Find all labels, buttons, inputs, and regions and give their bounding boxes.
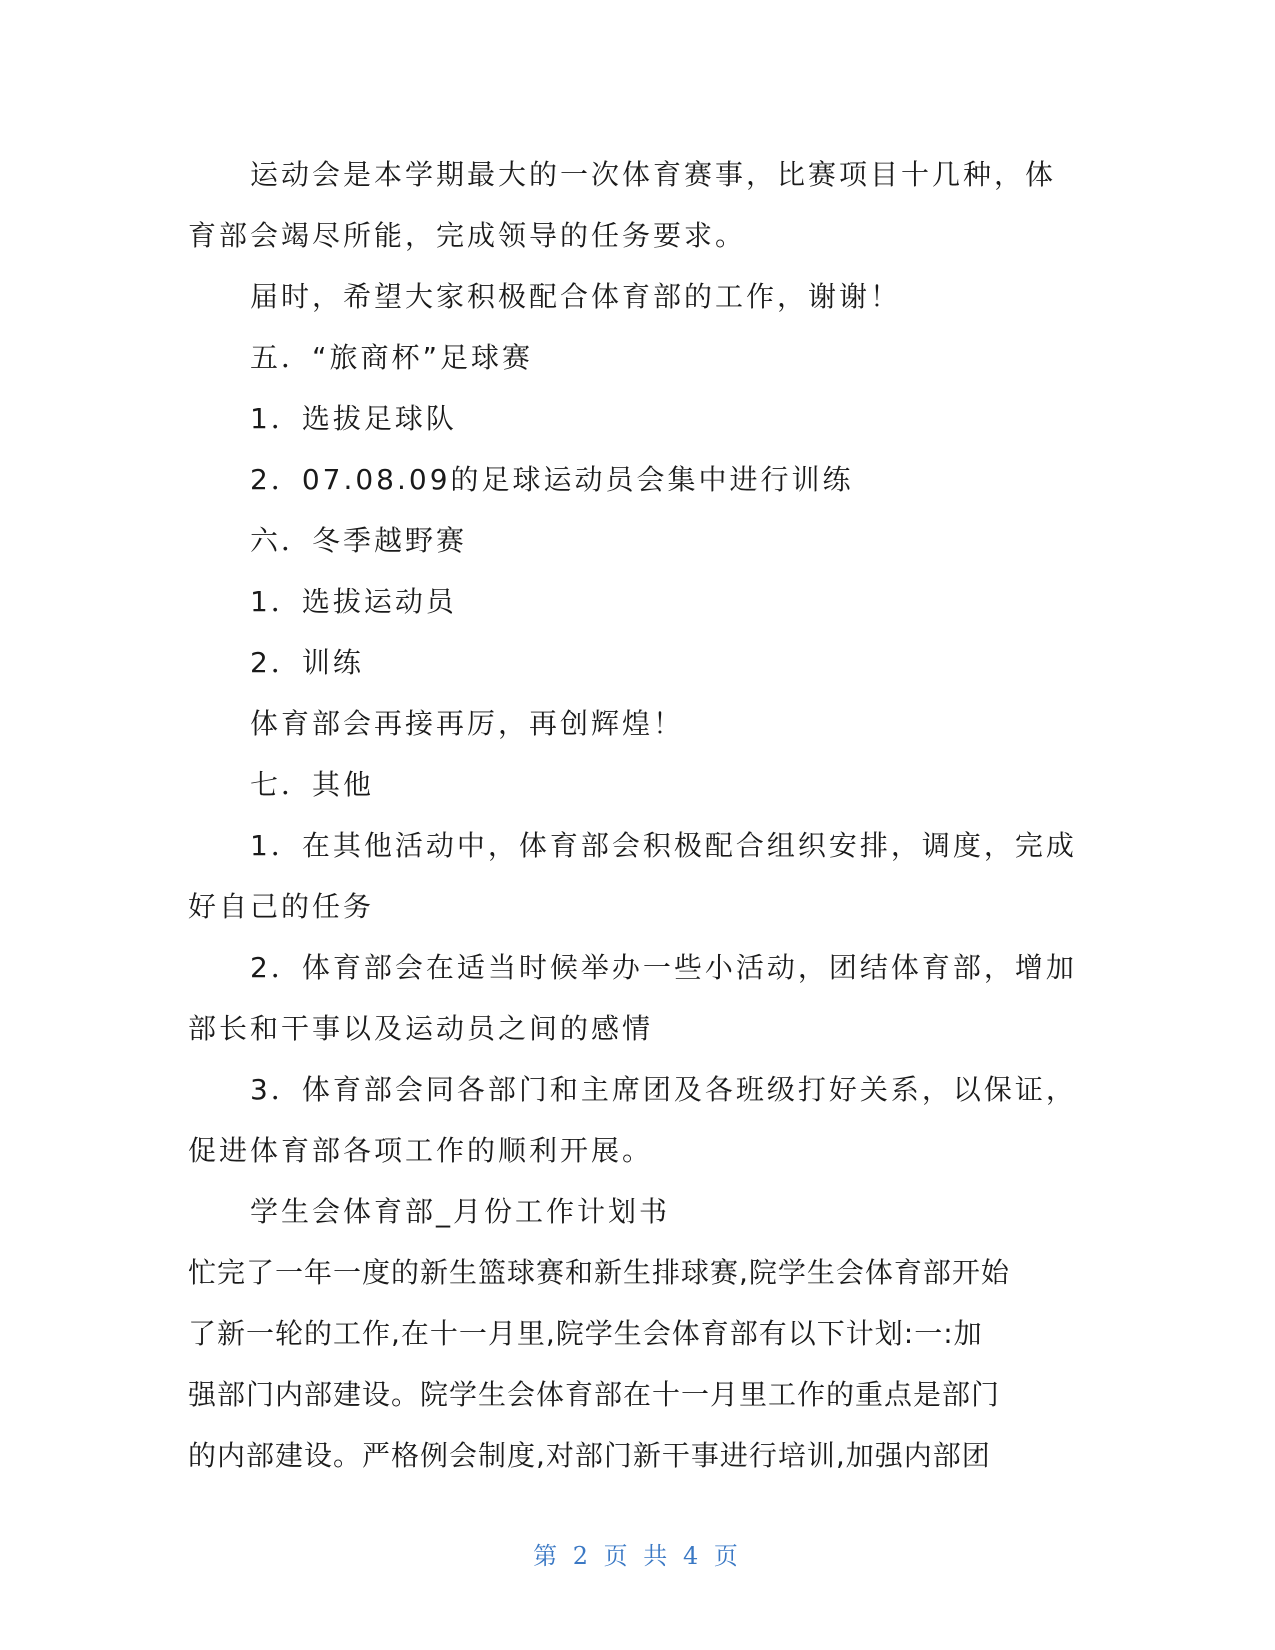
page-number-footer: 第 2 页 共 4 页 <box>533 1542 742 1570</box>
document-subtitle: 学生会体育部_月份工作计划书 <box>250 1195 671 1228</box>
list-item: 2．体育部会在适当时候举办一些小活动，团结体育部，增加 <box>250 951 1077 984</box>
document-body <box>188 144 1077 1486</box>
paragraph-line: 体育部会再接再厉，再创辉煌！ <box>250 707 685 740</box>
paragraph-line: 好自己的任务 <box>188 890 375 923</box>
paragraph-line: 强部门内部建设。院学生会体育部在十一月里工作的重点是部门 <box>188 1378 1001 1411</box>
list-item: 1．选拔足球队 <box>250 402 457 435</box>
list-item: 1．在其他活动中，体育部会积极配合组织安排，调度，完成 <box>250 829 1077 862</box>
paragraph-line: 了新一轮的工作,在十一月里,院学生会体育部有以下计划:一:加 <box>188 1317 983 1350</box>
list-item: 3．体育部会同各部门和主席团及各班级打好关系，以保证， <box>250 1073 1077 1106</box>
list-item: 2．07.08.09的足球运动员会集中进行训练 <box>250 463 854 496</box>
paragraph-line: 促进体育部各项工作的顺利开展。 <box>188 1134 654 1167</box>
paragraph-line: 的内部建设。严格例会制度,对部门新干事进行培训,加强内部团 <box>188 1439 991 1472</box>
paragraph-line: 部长和干事以及运动员之间的感情 <box>188 1012 654 1045</box>
paragraph-line: 运动会是本学期最大的一次体育赛事，比赛项目十几种，体 <box>250 158 1057 191</box>
paragraph-line: 育部会竭尽所能，完成领导的任务要求。 <box>188 219 747 252</box>
section-heading: 五．“旅商杯”足球赛 <box>250 341 534 374</box>
paragraph-line: 忙完了一年一度的新生篮球赛和新生排球赛,院学生会体育部开始 <box>188 1256 1010 1289</box>
paragraph-line: 届时，希望大家积极配合体育部的工作，谢谢！ <box>250 280 902 313</box>
list-item: 2．训练 <box>250 646 364 679</box>
section-heading: 六．冬季越野赛 <box>250 524 468 557</box>
list-item: 1．选拔运动员 <box>250 585 457 618</box>
section-heading: 七．其他 <box>250 768 375 801</box>
